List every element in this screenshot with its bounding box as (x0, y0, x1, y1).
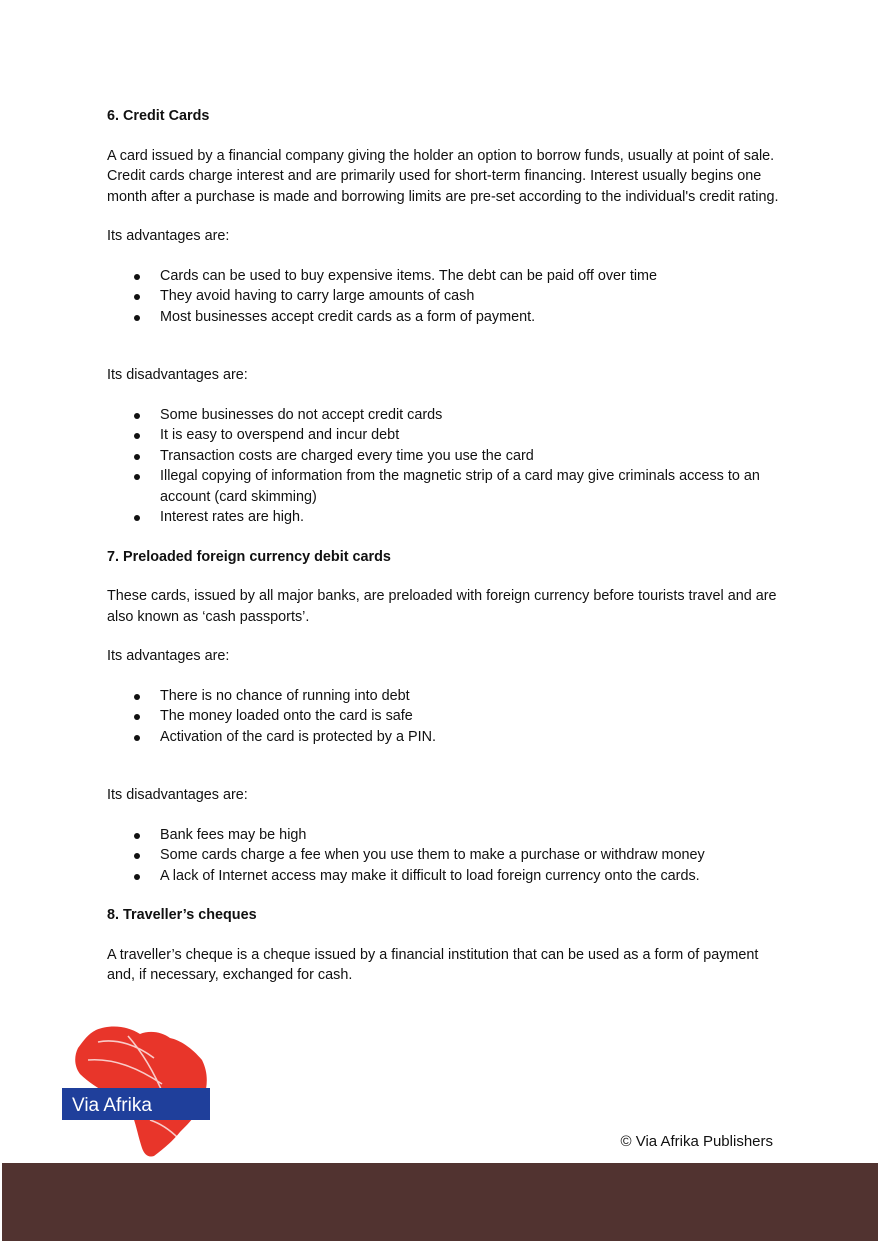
disadvantages-list (107, 405, 787, 528)
list-item: There is no chance of running into debt (107, 686, 787, 707)
advantages-list (107, 266, 787, 328)
section-intro: A traveller’s cheque is a cheque issued by a financial institution that can be used as a form of payment and, if necessary, exchanged for cash. (107, 946, 759, 983)
section-heading: 6. Credit Cards (107, 108, 210, 124)
copyright-text: © Via Afrika Publishers (620, 1133, 773, 1150)
list-item: Transaction costs are charged every time you use the card (107, 446, 787, 467)
via-afrika-logo (58, 1024, 218, 1160)
list-item: Activation of the card is protected by a PIN. (107, 727, 787, 748)
list-item: Illegal copying of information from the magnetic strip of a card may give criminals access to an account (card skimming) (107, 466, 787, 507)
list-item: They avoid having to carry large amounts of cash (107, 286, 787, 307)
document-body (107, 106, 787, 1005)
section-heading: 8. Traveller’s cheques (107, 907, 257, 923)
list-item: Some businesses do not accept credit cards (107, 405, 787, 426)
list-item: Most businesses accept credit cards as a form of payment. (107, 307, 787, 328)
list-item: The money loaded onto the card is safe (107, 706, 787, 727)
africa-map-icon (58, 1024, 218, 1160)
list-item: Cards can be used to buy expensive items. The debt can be paid off over time (107, 266, 787, 287)
list-item: It is easy to overspend and incur debt (107, 425, 787, 446)
list-item: Some cards charge a fee when you use them to make a purchase or withdraw money (107, 845, 787, 866)
list-item: A lack of Internet access may make it difficult to load foreign currency onto the cards. (107, 866, 787, 887)
advantages-label: Its advantages are: (107, 648, 230, 664)
advantages-label: Its advantages are: (107, 228, 230, 244)
section-heading: 7. Preloaded foreign currency debit cards (107, 548, 391, 565)
advantages-list (107, 686, 787, 748)
logo-text: Via Afrika (72, 1095, 152, 1116)
list-item: Interest rates are high. (107, 507, 787, 528)
disadvantages-list (107, 825, 787, 887)
list-item: Bank fees may be high (107, 825, 787, 846)
section-intro: A card issued by a financial company giving the holder an option to borrow funds, usually at point of sale. Credit cards charge interest and are primarily used for short-term financing. Interest usually begins one month after a purchase is made and borrowing limits are pre-set according to the individual's credit rating. (107, 147, 779, 205)
section-intro: These cards, issued by all major banks, are preloaded with foreign currency before tourists travel and are also known as ‘cash passports’. (107, 588, 777, 625)
footer-bar (2, 1163, 878, 1241)
disadvantages-label: Its disadvantages are: (107, 367, 248, 383)
disadvantages-label: Its disadvantages are: (107, 787, 248, 803)
